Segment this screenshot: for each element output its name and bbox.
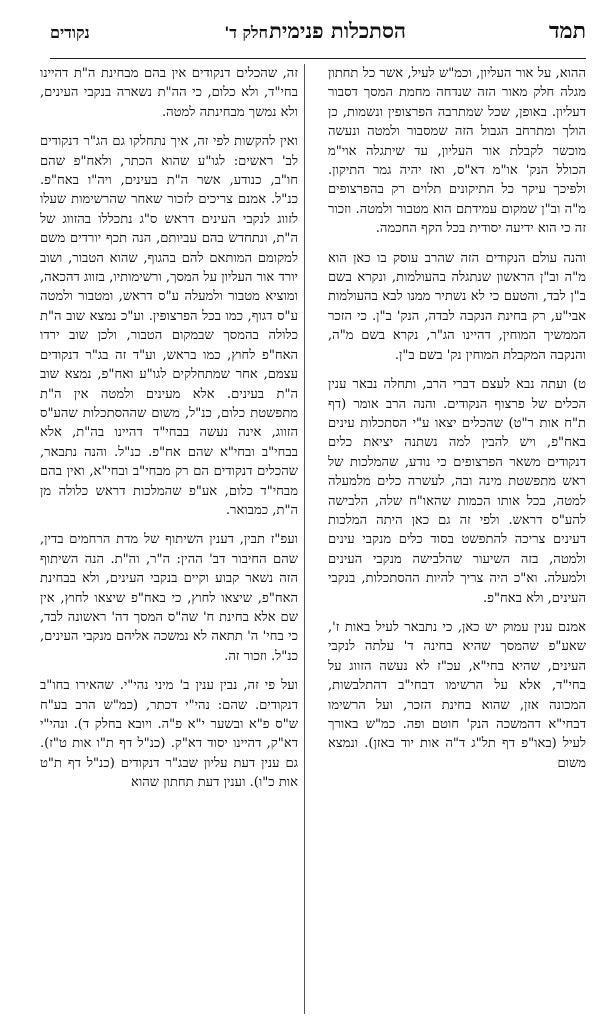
paragraph: אמנם ענין עמוק יש כאן, כי נתבאר לעיל באות ז', שאע"פ שהמסך שהיא בחינה ד' עלתה לנקבי העינים, שהיא בחי"א, עכ"ז לא נעשה הזווג על בחי"ד, אלא על הרשימו דבחי"ב דהתלבשות, המכונה אזן, שהוא בחינת הזכר, ועל הרשימו דבחי"א דהמשכה הנק' חוטם ופה. כמ"ש באורך לעיל (באו"פ דף תל"ג ד"ה אות יוד באזן). ונמצא משום — [328, 619, 586, 771]
section-label: נקודים — [50, 23, 90, 42]
running-title: הסתכלות פנימית — [269, 18, 406, 43]
paragraph: והנה עולם הנקודים הזה שהרב עוסק בו כאן הוא מ"ה וב"ן הראשון שנתגלה בהעולמות, ונקרא בשם ב"ן לבד, והטעם כי לא נשתיר ממנו לבא בהעולמות אבי"ע, רק בחינת הנקבה לבדה, הנק' ב"ן. כי הזכר הממשיך המוחין, דהיינו הג"ר, נקרא בשם מ"ה, והנקבה המקבלת המוחין נק' בשם ב"ן. — [328, 250, 586, 363]
paragraph: ועפ"ז תבין, דענין השיתוף של מדת הרחמים בדין, שהם החיבור דב' ההין: ה"ר, וה"ת. הנה השיתוף הזה נשאר קבוע וקיים בנקבי העינים, ולא בבחינת האח"פ, שיצאו לחוץ, כי באח"פ שיצאו לחוץ, אין שם אלא בחינת ח' שה"ס המסך דה' ראשונה לבד, כי בחי' ה' תתאה לא נמשכה אליהם מנקבי העינים, כנ"ל. וזכור זה. — [40, 532, 298, 664]
paragraph: ואין להקשות לפי זה, איך נתחלקו גם הג"ר דנקודים לב' ראשים: לגו"ע שהוא הכתר, ולאח"פ שהם חו"ב, כנודע, אשר ה"ת בעינים, ויה"ו באח"פ. כנ"ל. אמנם צריכים לזכור שאחר שהרשימות שעלו לזווג לנקבי העינים דראש ס"ג נתכללו בהזווג של ה"ת, ונתחדש בהם עביותם, הנה תכף יורדים משם למקומם המותאם להם בהגוף, שהוא הטבור, ושוב יורד אור העליון על המסך, ורשימותיו, בזווג דהכאה, ומוציא מטבור ולמעלה ע"ס דראש, ומטבור ולמטה ע"ס דגוף, כמו בכל הפרצופין. וע"כ נמצא שוב ה"ת כלולה בהמסך שבמקום הטבור, ולכן שוב ירדו האח"פ לחוץ, כמו בראש, וע"ד זה בג"ר דנקודים עצמם, אחר שמתחלקים לגו"ע ואח"פ, נמצא שוב ה"ת בעינים. אלא מעינים ולמטה אין ה"ת מתפשטת כלום, כנ"ל, משום שההסתכלות שהע"ס הזווג, אינה נעשה בבחי"ד דהיינו בה"ת, אלא בבחי"ב ובחי"א שהם אח"פ. כנ"ל. והנה נתבאר, שהכלים דנקודים הם רק מבחי"ב ובחי"א, ואין בהם מבחי"ד כלום, אע"פ שהמלכות דראש כלולה מן ה"ת, כמבואר. — [40, 134, 298, 518]
running-header — [50, 18, 586, 48]
part-label: חלק ד' — [224, 23, 268, 42]
right-column — [328, 64, 586, 1014]
page-number: תמד — [548, 18, 586, 44]
paragraph: ועל פי זה, נבין ענין ב' מיני נהי"י. שהאירו בחו"ב דנקודים. שהם: נהי"י דכתר, (כמ"ש הרב בע"ח ש"ס פ"א ובשער י"א פ"ה. ויובא בחלק ד). ונהי"י דא"ק, דהיינו יסוד דא"ק. (כנ"ל דף ת"ו אות ט"ז). גם ענין דעת עליון שבג"ר דנקודים (כנ"ל דף ת"ט אות כ"ו). וענין דעת תחתון שהוא — [40, 678, 298, 791]
paragraph: ההוא, על אור העליון, וכמ"ש לעיל, אשר כל תחתון מגלה חלק מאור הזה שנדחה מחמת המסך דסבור דעליון. באופן, שכל שמתרבה הפרצופין ונשמות, כן הולך ומתרחב הגבול הזה שמסבור ולמטה ונעשה מוכשר לקבלת אור העליון, עד שיתגלה אוי"מ הכולל הנק' או"מ דא"ס, ואז יהיה גמר התיקון. ולפיכך עיקר כל התיקונים תלוים רק בהפרצופים מ"ה וב"ן שמקום עמידתם הוא מטבור ולמטה. וזכור זה כי הוא ידיעה יסודית בכל הקף החכמה. — [328, 66, 586, 237]
paragraph: זה, שהכלים דנקודים אין בהם מבחינת ה"ת דהיינו בחי"ד, ולא כלום, כי הה"ת נשארה בנקבי העינים, ולא נמשך מבחינתה למטה. — [40, 66, 298, 120]
column-divider — [304, 64, 305, 1014]
left-column — [40, 64, 298, 1014]
paragraph: ט) ועתה נבא לעצם דברי הרב, ותחלה נבאר ענין הכלים של פרצוף הנקודים. והנה הרב אומר (דף ת"ח אות ר"ט) שהכלים יצאו ע"י הסתכלות עינים באח"פ, ויש להבין למה נשתנה יציאת כלים דנקודים משאר הפרצופים כי נודע, שהמלכות של ראש מתפשטת מינה ובה, לעשרה כלים מלמעלה למטה, בכל אותו הכמות שהאו"ח שלה, הלבישה להע"ס דראש. ולפי זה גם כאן היתה המלכות דעינים צריכה להתפשט בסוד כלים מנקבי עינים ולמטה, בזה השיעור שהלבישה מנקבי העינים ולמעלה. וא"כ היה צריך להיות ההסתכלות, בנקבי העינים, ולא באח"פ. — [328, 377, 586, 606]
header-rule — [50, 58, 586, 59]
